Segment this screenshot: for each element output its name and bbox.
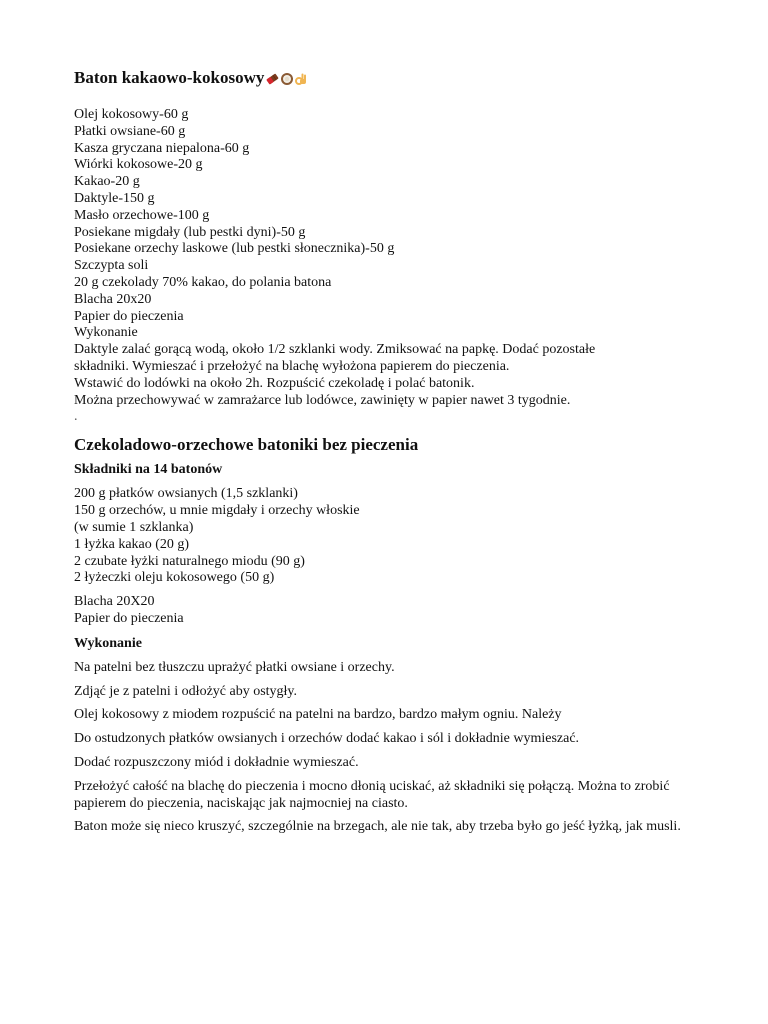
document-page: [74, 66, 724, 843]
recipe1-title-row: [74, 66, 724, 90]
recipe1-line: Kasza gryczana niepalona-60 g: [74, 140, 250, 156]
ingredient-line: 200 g płatków owsianych (1,5 szklanki): [74, 486, 298, 502]
recipe1-line: Olej kokosowy-60 g: [74, 107, 189, 122]
recipe1-line: Masło orzechowe-100 g: [74, 207, 210, 223]
method-step: Baton może się nieco kruszyć, szczególnie na brzegach, ale nie tak, aby trzeba było go jeść łyżką, jak musli.: [74, 819, 681, 835]
recipe1-line: Szczypta soli: [74, 258, 149, 274]
method-step: Olej kokosowy z miodem rozpuścić na patelni na bardzo, bardzo małym ogniu. Należy: [74, 707, 562, 723]
recipe1-line: Daktyle zalać gorącą wodą, około 1/2 szklanki wody. Zmiksować na papkę. Dodać pozostałe: [74, 342, 596, 358]
recipe1-line: Płatki owsiane-60 g: [74, 123, 186, 139]
equipment-line: Blacha 20X20: [74, 594, 155, 610]
ingredient-line: 2 czubate łyżki naturalnego miodu (90 g): [74, 553, 305, 569]
method-step: Przełożyć całość na blachę do pieczenia i mocno dłonią uciskać, aż składniki się połączą. Można to zrobić papierem do pieczenia, naciskając jak najmocniej na ciasto.: [74, 778, 670, 811]
recipe1-line: Kakao-20 g: [74, 174, 140, 190]
recipe1-line: Daktyle-150 g: [74, 190, 155, 206]
recipe1-line: składniki. Wymieszać i przełożyć na blachę wyłożona papierem do pieczenia.: [74, 358, 510, 374]
ingredient-line: 2 łyżeczki oleju kokosowego (50 g): [74, 570, 275, 586]
recipe1-line: Papier do pieczenia: [74, 308, 184, 324]
recipe1-body: [74, 107, 724, 425]
recipe1-line: Posiekane orzechy laskowe (lub pestki słonecznika)-50 g: [74, 241, 395, 257]
recipe1-line: Wykonanie: [74, 325, 138, 341]
ingredient-line: 1 łyżka kakao (20 g): [74, 536, 190, 552]
recipe1-line: Można przechowywać w zamrażarce lub lodówce, zawinięty w papier nawet 3 tygodnie.: [74, 392, 571, 408]
ok-hand-icon: [294, 72, 308, 86]
method-step: Do ostudzonych płatków owsianych i orzechów dodać kakao i sól i dokładnie wymieszać.: [74, 731, 580, 747]
equipment-list: [74, 594, 724, 628]
ingredient-line: 150 g orzechów, u mnie migdały i orzechy włoskie: [74, 503, 360, 519]
recipe1-line: Wiórki kokosowe-20 g: [74, 157, 203, 173]
trailing-mark: .: [74, 409, 78, 425]
recipe1-line: Wstawić do lodówki na około 2h. Rozpuścić czekoladę i polać batonik.: [74, 375, 475, 391]
method-step: Dodać rozpuszczony miód i dokładnie wymieszać.: [74, 754, 359, 770]
method-heading: Wykonanie: [74, 635, 142, 651]
recipe1-line: Blacha 20x20: [74, 291, 152, 307]
recipe1-line: 20 g czekolady 70% kakao, do polania batona: [74, 274, 332, 290]
recipe1-line: Posiekane migdały (lub pestki dyni)-50 g: [74, 224, 306, 240]
equipment-line: Papier do pieczenia: [74, 610, 184, 626]
ingredient-line: (w sumie 1 szklanka): [74, 519, 194, 535]
recipe2-title: Czekoladowo-orzechowe batoniki bez pieczenia: [74, 435, 419, 455]
method-step: Zdjąć je z patelni i odłożyć aby ostygły.: [74, 683, 298, 699]
ingredients-list: [74, 486, 724, 587]
coconut-icon: [280, 72, 294, 86]
ingredients-heading: Składniki na 14 batonów: [74, 462, 223, 478]
method-step: Na patelni bez tłuszczu uprażyć płatki owsiane i orzechy.: [74, 659, 395, 675]
title-emoji-group: [265, 72, 308, 86]
recipe1-title: Baton kakaowo-kokosowy: [74, 68, 265, 87]
chocolate-bar-icon: [265, 72, 280, 86]
